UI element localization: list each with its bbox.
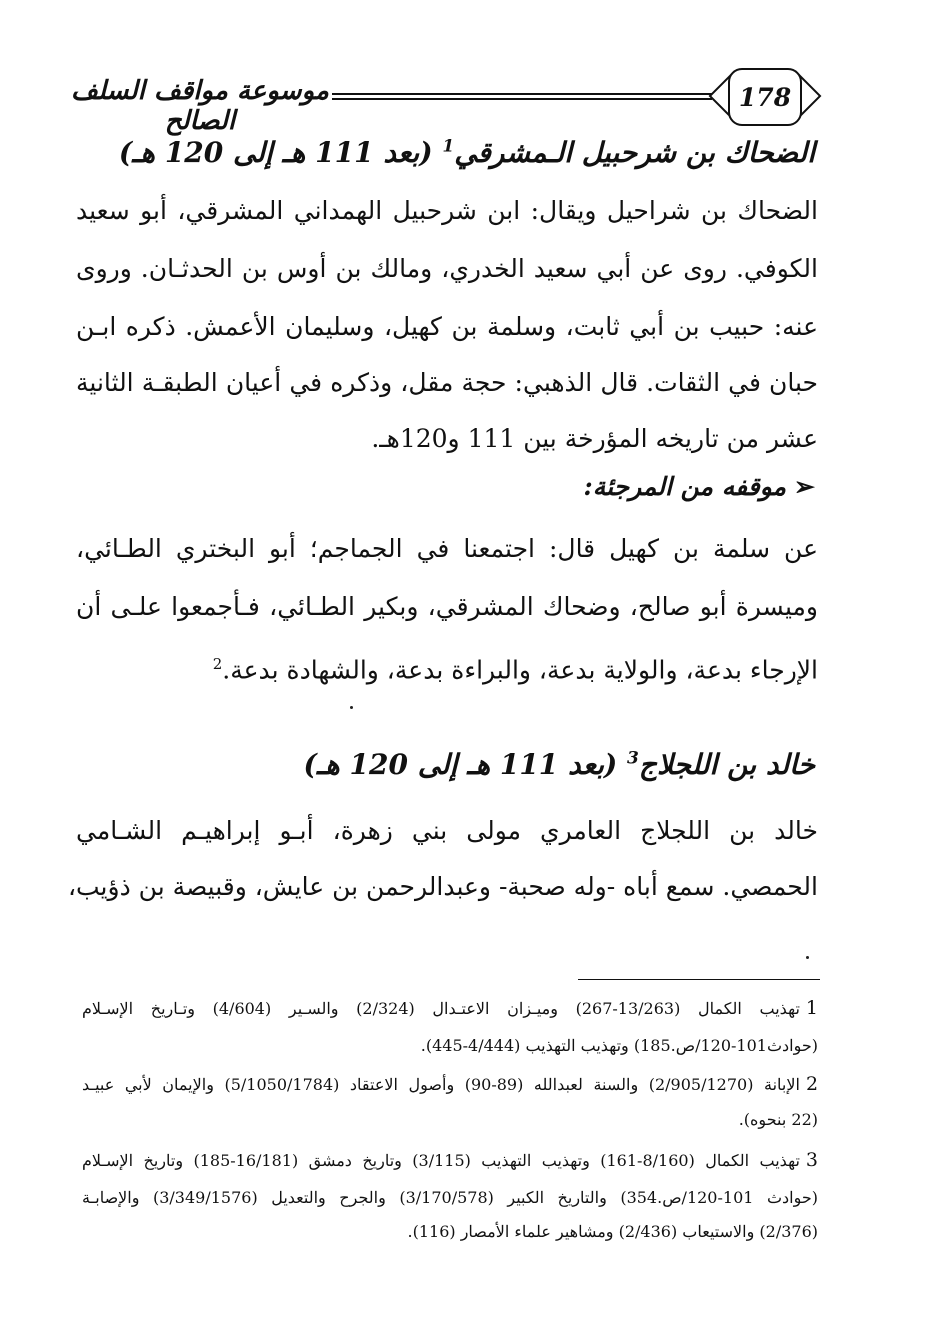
footnote-line: [82, 1148, 818, 1173]
paragraph-line: عشر من تاريخه المؤرخة بين 111 و120هـ.: [371, 424, 818, 453]
header-divider: [332, 93, 712, 100]
footnote-text: تهذيب الكمال (8/160-161) وتهذيب التهذيب (3/115) وتاريخ دمشق (16/181-185) وتاريخ الإسـلام: [82, 1151, 800, 1170]
footnote-line: (22 بنحوه).: [738, 1110, 818, 1129]
paragraph-line: عنه: حبيب بن أبي ثابت، وسلمة بن كهيل، وسليمان الأعمش. ذكره ابـن: [76, 312, 818, 341]
paragraph-line: خالد بن اللجلاج العامري مولى بني زهرة، أبـو إبراهيـم الشـامي: [76, 816, 818, 845]
stance-subheading: [583, 472, 815, 501]
footnote-number: 1: [805, 997, 818, 1019]
stance-subheading-text: موقفه من المرجئة:: [583, 472, 787, 501]
footnote-line: (2/376) والاستيعاب (2/436) ومشاهير علماء الأمصار (116).: [407, 1222, 818, 1241]
book-title: موسوعة مواقف السلف الصالح: [71, 76, 329, 136]
footnote-line: (حوادث101-120/ص.185) وتهذيب التهذيب (4/444-445).: [420, 1036, 818, 1055]
footnote-number: 2: [805, 1073, 819, 1095]
footnote-line: (حوادث 101-120/ص.354) والتاريخ الكبير (3/170/578) والجرح والتعديل (3/349/1576) والإصابـة: [82, 1188, 818, 1207]
paragraph-line: عن سلمة بن كهيل قال: اجتمعنا في الجماجم؛ أبو البختري الطـائي،: [76, 534, 818, 563]
page-number-badge: [728, 68, 802, 126]
footnote-number: 3: [805, 1149, 818, 1171]
paragraph-line: حبان في الثقات. قال الذهبي: حجة مقل، وذكره في أعيان الطبقـة الثانية: [76, 368, 818, 397]
page-header: [70, 60, 822, 135]
footnote-text: الإبانة (2/905/1270) والسنة لعبدالله (89-90) وأصول الاعتقاد (5/1050/1784) والإيمان لأبي عبيـد: [82, 1075, 800, 1094]
footnote-text: تهذيب الكمال (13/263-267) وميـزان الاعتـدال (2/324) والسـير (4/604) وتـاريخ الإسـلام: [82, 999, 800, 1018]
footnote-ref-1: 1: [442, 136, 455, 157]
paragraph-line: الضحاك بن شراحيل ويقال: ابن شرحبيل الهمداني المشرقي، أبو سعيد: [76, 196, 818, 225]
footnote-ref-2: 2: [212, 655, 223, 673]
paragraph-line: وميسرة أبو صالح، وضحاك المشرقي، وبكير الطـائي، فـأجمعوا علـى أن: [76, 592, 818, 621]
section-2-heading: [304, 748, 815, 781]
footnote-ref-3: 3: [627, 748, 639, 769]
section-1-heading: [119, 136, 815, 169]
section-1-title: الضحاك بن شرحبيل الـمشرقي: [454, 136, 815, 169]
footnote-line: [82, 1072, 818, 1097]
speck-mark: [350, 706, 353, 709]
section-1-dates: (بعد 111 هـ إلى 120 هـ): [118, 136, 433, 169]
speck-mark: [806, 956, 809, 959]
paragraph-line-with-ref: [76, 645, 818, 685]
page-number: 178: [738, 82, 792, 112]
footnote-divider: [578, 979, 820, 980]
section-2-dates: (بعد 111 هـ إلى 120 هـ): [303, 748, 618, 781]
paragraph-text: الإرجاء بدعة، والولاية بدعة، والبراءة بدعة، والشهادة بدعة.: [222, 655, 818, 685]
paragraph-line: الكوفي. روى عن أبي سعيد الخدري، ومالك بن أوس بن الحدثـان. وروى: [76, 254, 818, 283]
paragraph-line: الحمصي. سمع أباه -وله صحبة- وعبدالرحمن بن عايش، وقبيصة بن ذؤيب،: [67, 872, 818, 901]
section-2-title: خالد بن اللجلاج: [638, 748, 815, 781]
arrow-icon: ➢: [794, 472, 815, 501]
footnote-line: [82, 996, 818, 1021]
